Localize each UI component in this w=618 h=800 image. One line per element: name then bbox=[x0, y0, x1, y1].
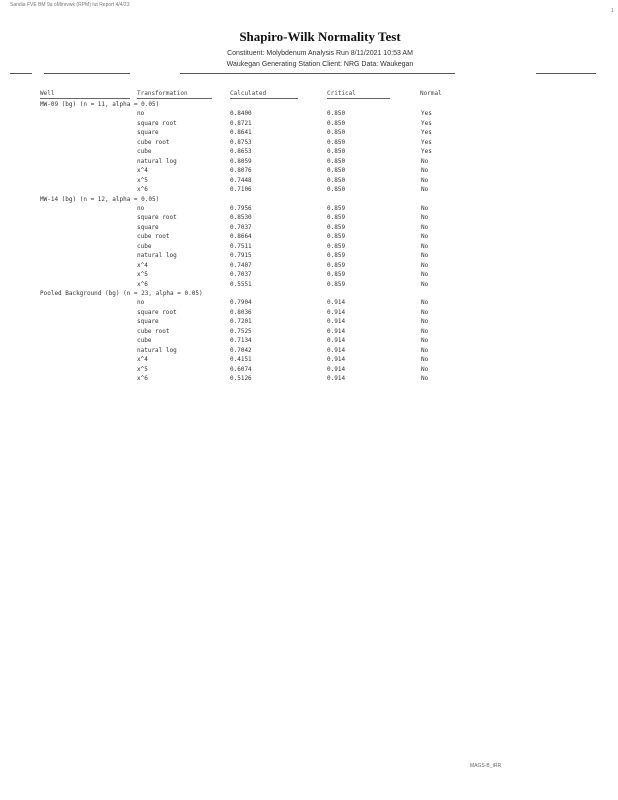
cell-normal: No bbox=[421, 308, 429, 316]
cell-normal: No bbox=[421, 280, 429, 288]
cell-normal: No bbox=[421, 318, 429, 326]
page-header-text: Sandia FVE BM 9a oMinrvwk (RPM) Iut Report 4/4/23 bbox=[10, 2, 130, 8]
report-title: Shapiro-Wilk Normality Test bbox=[239, 29, 401, 44]
cell-transformation: square bbox=[137, 223, 159, 231]
cell-calculated: 0.5551 bbox=[230, 280, 252, 288]
cell-calculated: 0.7134 bbox=[230, 337, 252, 345]
cell-critical: 0.859 bbox=[327, 280, 346, 288]
cell-critical: 0.914 bbox=[327, 346, 346, 354]
cell-transformation: x^5 bbox=[137, 176, 148, 184]
cell-critical: 0.859 bbox=[327, 242, 346, 250]
cell-calculated: 0.7525 bbox=[230, 327, 252, 335]
cell-calculated: 0.7106 bbox=[230, 186, 252, 194]
cell-critical: 0.850 bbox=[327, 110, 346, 118]
cell-transformation: square bbox=[137, 318, 159, 326]
cell-normal: No bbox=[421, 186, 429, 194]
cell-transformation: no bbox=[137, 204, 145, 212]
cell-critical: 0.859 bbox=[327, 271, 346, 279]
cell-calculated: 0.8641 bbox=[230, 129, 252, 137]
cell-calculated: 0.8653 bbox=[230, 148, 252, 156]
cell-calculated: 0.8530 bbox=[230, 214, 252, 222]
cell-normal: No bbox=[421, 252, 429, 260]
cell-normal: No bbox=[421, 242, 429, 250]
col-header-transformation: Transformation bbox=[137, 90, 212, 99]
cell-normal: Yes bbox=[421, 129, 432, 137]
cell-critical: 0.914 bbox=[327, 327, 346, 335]
cell-critical: 0.850 bbox=[327, 176, 346, 184]
footer-label: MAGS-B_IRR bbox=[470, 763, 502, 769]
cell-calculated: 0.7915 bbox=[230, 252, 252, 260]
cell-transformation: square root bbox=[137, 214, 177, 222]
cell-calculated: 0.7956 bbox=[230, 204, 252, 212]
cell-normal: No bbox=[421, 204, 429, 212]
cell-transformation: x^5 bbox=[137, 365, 148, 373]
header-rule bbox=[44, 73, 130, 74]
cell-normal: No bbox=[421, 356, 429, 364]
group-label: MW-14 (bg) (n = 12, alpha = 0.05) bbox=[40, 195, 160, 203]
cell-critical: 0.859 bbox=[327, 214, 346, 222]
cell-calculated: 0.8753 bbox=[230, 138, 252, 146]
cell-critical: 0.914 bbox=[327, 375, 346, 383]
cell-calculated: 0.7448 bbox=[230, 176, 252, 184]
report-subtitle-site: Waukegan Generating Station Client: NRG Data: Waukegan bbox=[226, 61, 414, 68]
cell-transformation: x^6 bbox=[137, 186, 148, 194]
cell-transformation: cube bbox=[137, 337, 152, 345]
col-header-well: Well bbox=[40, 90, 130, 99]
cell-critical: 0.850 bbox=[327, 138, 346, 146]
cell-critical: 0.914 bbox=[327, 299, 346, 307]
group-label: MW-09 (bg) (n = 11, alpha = 0.05) bbox=[40, 101, 160, 108]
cell-transformation: natural log bbox=[137, 157, 177, 165]
cell-critical: 0.850 bbox=[327, 119, 346, 127]
cell-transformation: natural log bbox=[137, 346, 177, 354]
cell-critical: 0.850 bbox=[327, 148, 346, 156]
cell-transformation: square bbox=[137, 129, 159, 137]
cell-normal: No bbox=[421, 233, 429, 241]
cell-critical: 0.914 bbox=[327, 308, 346, 316]
cell-normal: No bbox=[421, 271, 429, 279]
cell-transformation: x^6 bbox=[137, 280, 148, 288]
cell-transformation: x^5 bbox=[137, 271, 148, 279]
cell-calculated: 0.8036 bbox=[230, 308, 252, 316]
cell-calculated: 0.8076 bbox=[230, 167, 252, 175]
cell-normal: No bbox=[421, 176, 429, 184]
report-subtitle-constituent: Constituent: Molybdenum Analysis Run 8/11/2021 10:53 AM bbox=[227, 50, 413, 57]
cell-normal: No bbox=[421, 327, 429, 335]
cell-calculated: 0.7407 bbox=[230, 261, 252, 269]
cell-critical: 0.914 bbox=[327, 365, 346, 373]
cell-calculated: 0.7201 bbox=[230, 318, 252, 326]
cell-critical: 0.859 bbox=[327, 252, 346, 260]
cell-critical: 0.850 bbox=[327, 167, 346, 175]
header-rule bbox=[10, 73, 32, 74]
cell-normal: No bbox=[421, 337, 429, 345]
cell-calculated: 0.7511 bbox=[230, 242, 252, 250]
cell-calculated: 0.7042 bbox=[230, 346, 252, 354]
cell-normal: Yes bbox=[421, 119, 432, 127]
cell-transformation: square root bbox=[137, 119, 177, 127]
cell-critical: 0.914 bbox=[327, 356, 346, 364]
cell-transformation: no bbox=[137, 299, 145, 307]
cell-normal: No bbox=[421, 365, 429, 373]
cell-calculated: 0.8059 bbox=[230, 157, 252, 165]
cell-normal: No bbox=[421, 214, 429, 222]
header-rule bbox=[536, 73, 596, 74]
cell-calculated: 0.5126 bbox=[230, 375, 252, 383]
col-header-normal: Normal bbox=[420, 90, 442, 97]
page-corner-mark: 1 bbox=[611, 8, 614, 14]
cell-transformation: x^4 bbox=[137, 356, 148, 364]
cell-critical: 0.859 bbox=[327, 233, 346, 241]
cell-calculated: 0.7904 bbox=[230, 299, 252, 307]
cell-calculated: 0.8721 bbox=[230, 119, 252, 127]
cell-transformation: x^4 bbox=[137, 261, 148, 269]
cell-calculated: 0.4151 bbox=[230, 356, 252, 364]
group-label: Pooled Background (bg) (n = 23, alpha = 0.05) bbox=[40, 290, 203, 297]
cell-transformation: cube root bbox=[137, 138, 170, 146]
cell-transformation: natural log bbox=[137, 252, 177, 260]
cell-normal: Yes bbox=[421, 148, 432, 156]
cell-transformation: x^6 bbox=[137, 375, 148, 383]
cell-critical: 0.850 bbox=[327, 186, 346, 194]
cell-critical: 0.859 bbox=[327, 223, 346, 231]
cell-calculated: 0.6074 bbox=[230, 365, 252, 373]
cell-calculated: 0.7037 bbox=[230, 223, 252, 231]
header-rule bbox=[180, 73, 455, 74]
cell-normal: No bbox=[421, 223, 429, 231]
col-header-calculated: Calculated bbox=[230, 90, 298, 99]
col-header-critical: Critical bbox=[327, 90, 390, 99]
cell-normal: No bbox=[421, 299, 429, 307]
cell-transformation: square root bbox=[137, 308, 177, 316]
cell-critical: 0.914 bbox=[327, 318, 346, 326]
cell-transformation: no bbox=[137, 110, 145, 118]
cell-calculated: 0.8400 bbox=[230, 110, 252, 118]
cell-critical: 0.859 bbox=[327, 261, 346, 269]
cell-transformation: cube bbox=[137, 148, 152, 156]
cell-critical: 0.914 bbox=[327, 337, 346, 345]
cell-transformation: cube root bbox=[137, 327, 170, 335]
cell-transformation: cube bbox=[137, 242, 152, 250]
cell-calculated: 0.7037 bbox=[230, 271, 252, 279]
cell-normal: No bbox=[421, 167, 429, 175]
cell-transformation: x^4 bbox=[137, 167, 148, 175]
cell-normal: No bbox=[421, 375, 429, 383]
cell-critical: 0.859 bbox=[327, 204, 346, 212]
cell-transformation: cube root bbox=[137, 233, 170, 241]
cell-normal: No bbox=[421, 157, 429, 165]
cell-normal: No bbox=[421, 261, 429, 269]
cell-calculated: 0.8664 bbox=[230, 233, 252, 241]
cell-critical: 0.850 bbox=[327, 129, 346, 137]
cell-normal: Yes bbox=[421, 110, 432, 118]
cell-normal: No bbox=[421, 346, 429, 354]
cell-critical: 0.850 bbox=[327, 157, 346, 165]
cell-normal: Yes bbox=[421, 138, 432, 146]
